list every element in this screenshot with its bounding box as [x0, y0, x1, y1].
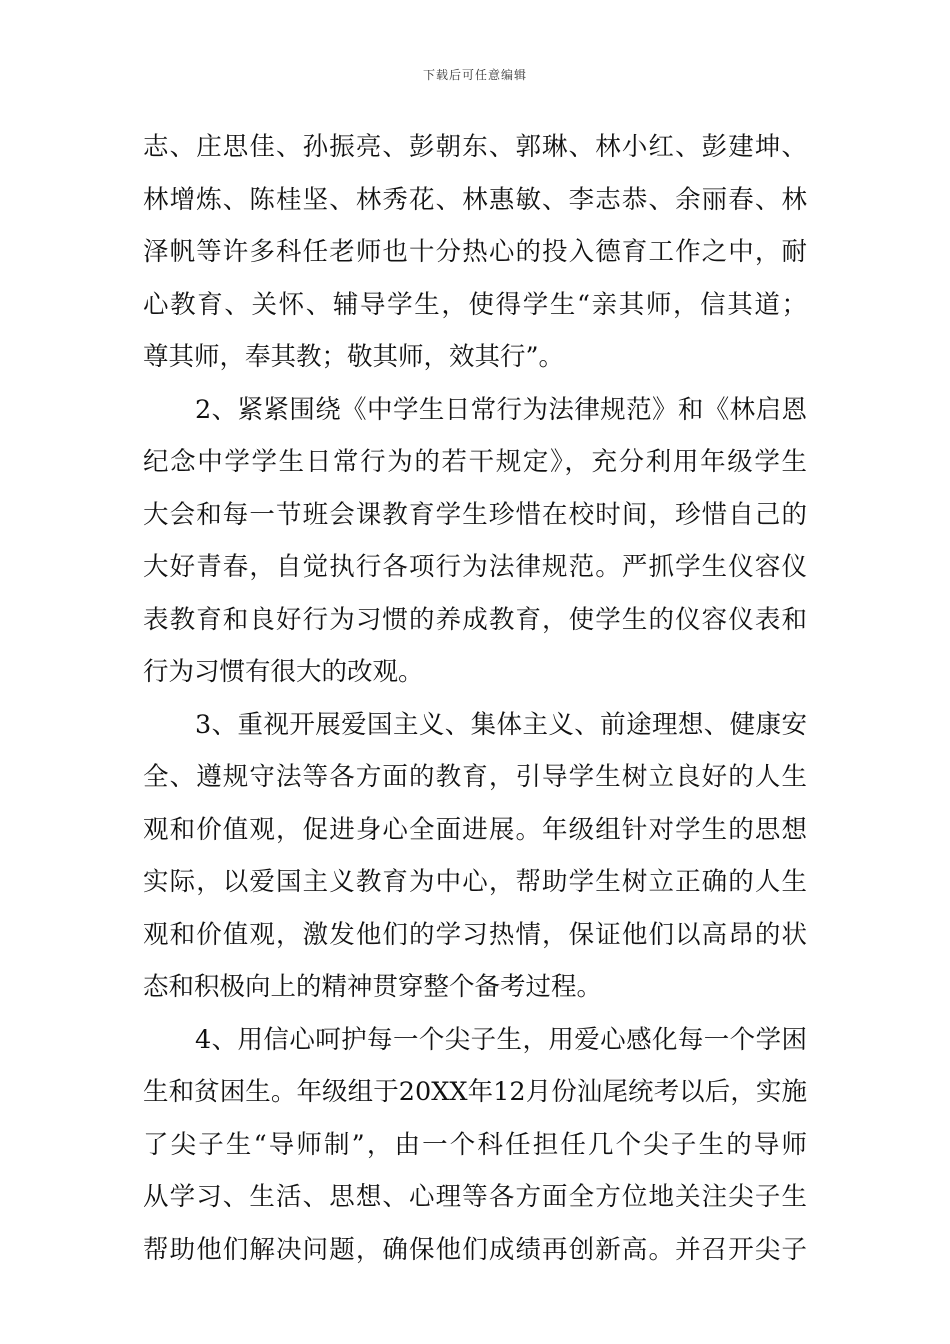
paragraph-4-first-line: 4、用信心呵护每一个尖子生，用爱心感化每一个学困	[195, 1024, 807, 1055]
text-line: 实际，以爱国主义教育为中心，帮助学生树立正确的人生	[143, 867, 807, 897]
text-line: 表教育和良好行为习惯的养成教育，使学生的仪容仪表和	[143, 604, 807, 635]
text-line: 态和积极向上的精神贯穿整个备考过程。	[143, 972, 603, 1002]
text-line: 大好青春，自觉执行各项行为法律规范。严抓学生仪容仪	[143, 552, 807, 582]
text-line: 行为习惯有很大的改观。	[143, 657, 424, 687]
text-line: 心教育、关怀、辅导学生，使得学生“亲其师，信其道；	[143, 289, 807, 320]
paragraph-3-first-line: 3、重视开展爱国主义、集体主义、前途理想、健康安	[195, 709, 807, 740]
text-line: 观和价值观，促进身心全面进展。年级组针对学生的思想	[143, 814, 807, 845]
text-line: 帮助他们解决问题，确保他们成绩再创新高。并召开尖子	[143, 1234, 807, 1265]
text-line: 尊其师，奉其教；敬其师，效其行”。	[143, 342, 565, 372]
page-header-note: 下载后可任意编辑	[422, 68, 527, 82]
paragraph-2-first-line: 2、紧紧围绕《中学生日常行为法律规范》和《林启恩	[195, 394, 807, 425]
text-line: 志、庄思佳、孙振亮、彭朝东、郭琳、林小红、彭建坤、	[143, 132, 807, 162]
text-line: 了尖子生“导师制”，由一个科任担任几个尖子生的导师	[143, 1129, 807, 1160]
text-line: 全、遵规守法等各方面的教育，引导学生树立良好的人生	[143, 762, 807, 792]
text-line: 生和贫困生。年级组于20XX年12月份汕尾统考以后，实施	[143, 1077, 807, 1107]
text-line: 观和价值观，激发他们的学习热情，保证他们以高昂的状	[143, 919, 807, 950]
text-line: 林增炼、陈桂坚、林秀花、林惠敏、李志恭、余丽春、林	[143, 184, 807, 215]
document-body	[143, 121, 807, 1276]
text-line: 纪念中学学生日常行为的若干规定》，充分利用年级学生	[143, 447, 807, 477]
text-line: 从学习、生活、思想、心理等各方面全方位地关注尖子生	[143, 1182, 807, 1212]
text-line: 大会和每一节班会课教育学生珍惜在校时间，珍惜自己的	[143, 499, 807, 530]
text-line: 泽帆等许多科任老师也十分热心的投入德育工作之中，耐	[143, 237, 807, 267]
